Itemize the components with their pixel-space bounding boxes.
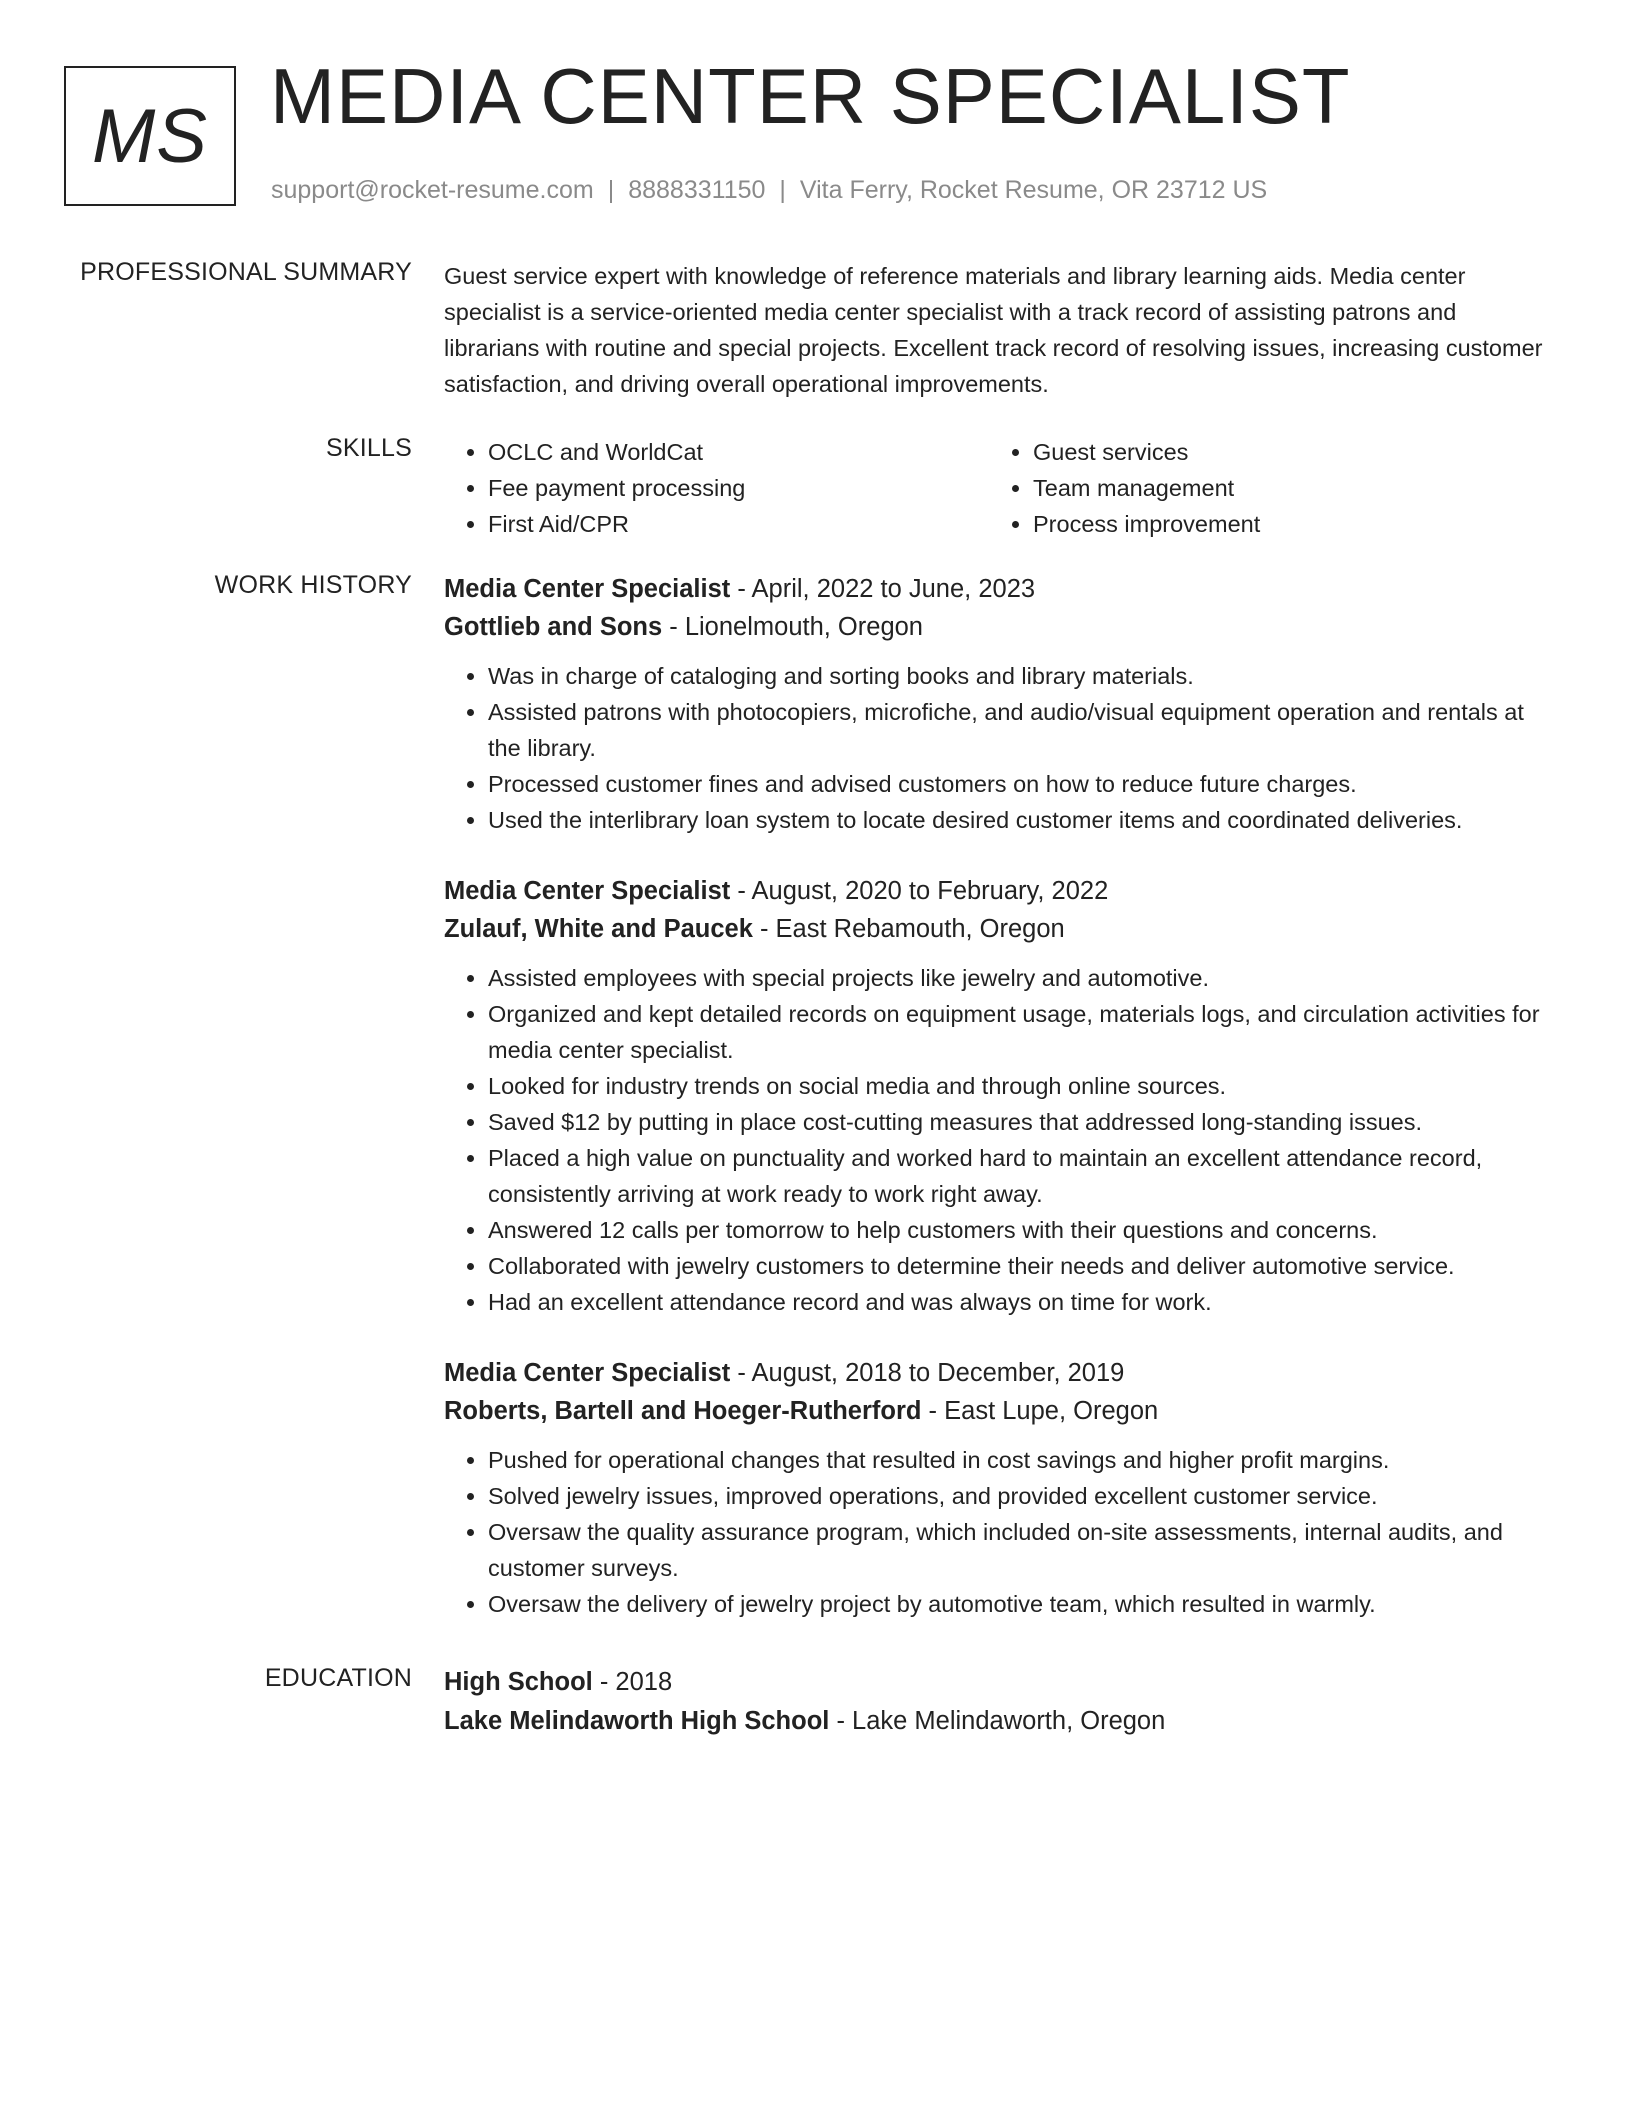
job-bullet: • Oversaw the delivery of jewelry project by automotive team, which resulted in warmly. xyxy=(488,1586,1554,1622)
education-location: - Lake Melindaworth, Oregon xyxy=(829,1707,1166,1735)
job-title: Media Center Specialist xyxy=(444,1359,731,1387)
job-bullets xyxy=(444,960,1554,1320)
job-bullet: • Placed a high value on punctuality and worked hard to maintain an excellent attendance record, consistently arriving at work ready to work right away. xyxy=(488,1140,1554,1212)
education-degree-line xyxy=(444,1663,1554,1702)
education-degree: High School xyxy=(444,1668,593,1696)
job-entry xyxy=(444,872,1554,1320)
section-label-summary: PROFESSIONAL SUMMARY xyxy=(80,258,412,286)
monogram-initials: MS xyxy=(92,93,208,179)
job-title-line xyxy=(444,570,1554,608)
job-bullet: • Used the interlibrary loan system to locate desired customer items and coordinated deliveries. xyxy=(488,802,1554,838)
monogram-badge xyxy=(64,66,236,206)
skill-item: • Team management xyxy=(1033,470,1534,506)
contact-separator: | xyxy=(779,176,786,204)
job-bullet: • Had an excellent attendance record and was always on time for work. xyxy=(488,1284,1554,1320)
job-company: Zulauf, White and Paucek xyxy=(444,915,753,943)
job-title: Media Center Specialist xyxy=(444,575,731,603)
skill-item: • Guest services xyxy=(1033,434,1534,470)
contact-email[interactable]: support@rocket-resume.com xyxy=(271,176,594,204)
contact-separator: | xyxy=(607,176,615,204)
job-company: Roberts, Bartell and Hoeger-Rutherford xyxy=(444,1397,922,1425)
job-location: - East Rebamouth, Oregon xyxy=(752,915,1065,943)
job-bullet: • Looked for industry trends on social media and through online sources. xyxy=(488,1068,1554,1104)
job-company-line xyxy=(444,608,1554,646)
job-bullet: • Oversaw the quality assurance program, which included on-site assessments, internal audits, and customer surveys. xyxy=(488,1514,1554,1586)
skills-list-right xyxy=(989,434,1534,542)
contact-line xyxy=(271,176,1267,205)
section-label-skills: SKILLS xyxy=(326,434,412,462)
job-company-line xyxy=(444,910,1554,948)
job-location: - Lionelmouth, Oregon xyxy=(662,613,923,641)
job-bullet: • Processed customer fines and advised customers on how to reduce future charges. xyxy=(488,766,1554,802)
skills-body xyxy=(444,434,1554,542)
skills-columns xyxy=(444,434,1554,542)
job-dates: - April, 2022 to June, 2023 xyxy=(730,575,1036,603)
job-company-line xyxy=(444,1392,1554,1430)
job-bullet: • Solved jewelry issues, improved operations, and provided excellent customer service. xyxy=(488,1478,1554,1514)
job-title-line xyxy=(444,872,1554,910)
summary-body xyxy=(444,258,1554,402)
job-bullets xyxy=(444,658,1554,838)
skill-item: • OCLC and WorldCat xyxy=(488,434,989,470)
education-year: - 2018 xyxy=(592,1668,673,1696)
contact-address: Vita Ferry, Rocket Resume, OR 23712 US xyxy=(799,176,1268,204)
skill-item: • First Aid/CPR xyxy=(488,506,989,542)
job-bullets xyxy=(444,1442,1554,1622)
job-bullet: • Answered 12 calls per tomorrow to help customers with their questions and concerns. xyxy=(488,1212,1554,1248)
education-school-line xyxy=(444,1702,1554,1741)
job-location: - East Lupe, Oregon xyxy=(921,1397,1159,1425)
resume-title: MEDIA CENTER SPECIALIST xyxy=(270,52,1351,140)
job-title-line xyxy=(444,1354,1554,1392)
skill-item: • Fee payment processing xyxy=(488,470,989,506)
section-label-education: EDUCATION xyxy=(264,1664,412,1692)
contact-phone[interactable]: 8888331150 xyxy=(628,176,766,204)
section-label-work-history: WORK HISTORY xyxy=(214,571,412,599)
job-bullet: • Saved $12 by putting in place cost-cutting measures that addressed long-standing issues. xyxy=(488,1104,1554,1140)
job-title: Media Center Specialist xyxy=(444,877,731,905)
education-school: Lake Melindaworth High School xyxy=(444,1707,830,1735)
skill-item: • Process improvement xyxy=(1033,506,1534,542)
education-body xyxy=(444,1663,1554,1741)
job-entry xyxy=(444,1354,1554,1622)
job-dates: - August, 2020 to February, 2022 xyxy=(730,877,1109,905)
summary-text: Guest service expert with knowledge of reference materials and library learning aids. Media center specialist is a service-oriented media center specialist with a track record of assisting patrons and librarians with routine and special projects. Excellent track record of resolving issues, increasing customer satisfaction, and driving overall operational improvements. xyxy=(444,263,1543,397)
job-bullet: • Collaborated with jewelry customers to determine their needs and deliver automotive service. xyxy=(488,1248,1554,1284)
job-entry xyxy=(444,570,1554,838)
job-bullet: • Organized and kept detailed records on equipment usage, materials logs, and circulation activities for media center specialist. xyxy=(488,996,1554,1068)
job-dates: - August, 2018 to December, 2019 xyxy=(730,1359,1125,1387)
job-bullet: • Pushed for operational changes that resulted in cost savings and higher profit margins. xyxy=(488,1442,1554,1478)
job-bullet: • Assisted patrons with photocopiers, microfiche, and audio/visual equipment operation and rentals at the library. xyxy=(488,694,1554,766)
work-history-body xyxy=(444,570,1554,1650)
job-company: Gottlieb and Sons xyxy=(444,613,663,641)
job-bullet: • Assisted employees with special projects like jewelry and automotive. xyxy=(488,960,1554,996)
skills-list-left xyxy=(444,434,989,542)
job-bullet: • Was in charge of cataloging and sorting books and library materials. xyxy=(488,658,1554,694)
